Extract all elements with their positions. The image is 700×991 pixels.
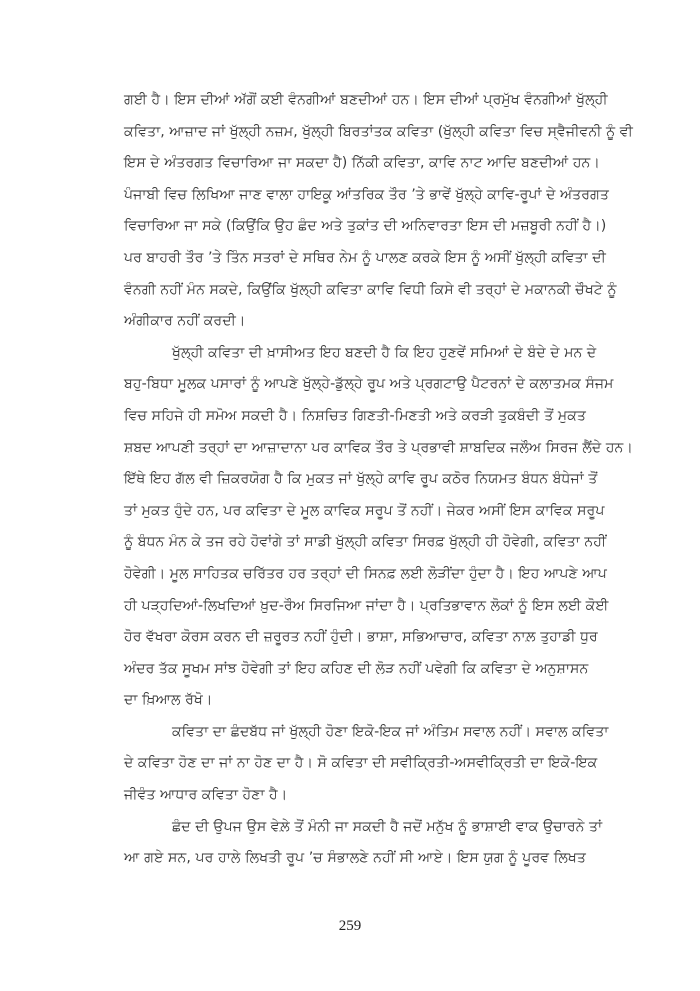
text-line: ਖੁੱਲ੍ਹੀ ਕਵਿਤਾ ਦੀ ਖ਼ਾਸੀਅਤ ਇਹ ਬਣਦੀ ਹੈ ਕਿ ਇਹ ਹੁਣਵੇਂ ਸਮਿਆਂ ਦੇ ਬੰਦੇ ਦੇ ਮਨ ਦੇ [172,344,597,361]
text-line: ਗਈ ਹੈ। ਇਸ ਦੀਆਂ ਅੱਗੋਂ ਕਈ ਵੰਨਗੀਆਂ ਬਣਦੀਆਂ ਹਨ। ਇਸ ਦੀਆਂ ਪ੍ਰਮੁੱਖ ਵੰਨਗੀਆਂ ਖੁੱਲ੍ਹੀ [124,92,608,108]
text-line: ਬਹੁ-ਬਿਧਾ ਮੂਲਕ ਪਸਾਰਾਂ ਨੂੰ ਆਪਣੇ ਖੁੱਲ੍ਹੇ-ਡੁੱਲ੍ਹੇ ਰੂਪ ਅਤੇ ਪ੍ਰਗਟਾਉ ਪੈਟਰਨਾਂ ਦੇ ਕਲਾਤਮਕ ਸੰਜਮ [124,376,614,393]
text-line: ਹੋਰ ਵੱਖਰਾ ਕੋਰਸ ਕਰਨ ਦੀ ਜ਼ਰੂਰਤ ਨਹੀਂ ਹੁੰਦੀ। ਭਾਸ਼ਾ, ਸਭਿਆਚਾਰ, ਕਵਿਤਾ ਨਾਲ਼ ਤੁਹਾਡੀ ਧੁਰ [124,629,598,646]
text-line: ਨੂੰ ਬੰਧਨ ਮੰਨ ਕੇ ਤਜ ਰਹੇ ਹੋਵਾਂਗੇ ਤਾਂ ਸਾਡੀ ਖੁੱਲ੍ਹੀ ਕਵਿਤਾ ਸਿਰਫ਼ ਖੁੱਲ੍ਹੀ ਹੀ ਹੋਵੇਗੀ, ਕਵਿਤਾ ਨਹੀਂ [124,534,607,551]
text-line: ਦਾ ਖ਼ਿਆਲ ਰੱਖੋ। [124,692,213,709]
text-line: ਅੰਗੀਕਾਰ ਨਹੀਂ ਕਰਦੀ। [124,313,246,330]
text-line: ਸ਼ਬਦ ਆਪਣੀ ਤਰ੍ਹਾਂ ਦਾ ਆਜ਼ਾਦਾਨਾ ਪਰ ਕਾਵਿਕ ਤੌਰ ਤੇ ਪ੍ਰਭਾਵੀ ਸ਼ਾਬਦਿਕ ਜਲੌਅ ਸਿਰਜ ਲੈਂਦੇ ਹਨ। [124,439,633,456]
text-line: ਵੰਨਗੀ ਨਹੀਂ ਮੰਨ ਸਕਦੇ, ਕਿਉਂਕਿ ਖੁੱਲ੍ਹੀ ਕਵਿਤਾ ਕਾਵਿ ਵਿਧੀ ਕਿਸੇ ਵੀ ਤਰ੍ਹਾਂ ਦੇ ਮਕਾਨਕੀ ਚੌਖਟੇ ਨੂੰ [124,281,617,298]
text-line: ਕਵਿਤਾ ਦਾ ਛੰਦਬੱਧ ਜਾਂ ਖੁੱਲ੍ਹੀ ਹੋਣਾ ਇਕੋ-ਇਕ ਜਾਂ ਅੰਤਿਮ ਸਵਾਲ ਨਹੀਂ। ਸਵਾਲ ਕਵਿਤਾ [172,723,609,740]
text-line: ਦੇ ਕਵਿਤਾ ਹੋਣ ਦਾ ਜਾਂ ਨਾ ਹੋਣ ਦਾ ਹੈ। ਸੋ ਕਵਿਤਾ ਦੀ ਸਵੀਕ੍ਰਿਤੀ-ਅਸਵੀਕ੍ਰਿਤੀ ਦਾ ਇਕੋ-ਇਕ [124,755,598,772]
text-line: ਪਰ ਬਾਹਰੀ ਤੌਰ ’ਤੇ ਤਿੰਨ ਸਤਰਾਂ ਦੇ ਸਥਿਰ ਨੇਮ ਨੂੰ ਪਾਲਣ ਕਰਕੇ ਇਸ ਨੂੰ ਅਸੀਂ ਖੁੱਲ੍ਹੀ ਕਵਿਤਾ ਦੀ [124,249,606,266]
text-line: ਹੀ ਪੜ੍ਹਦਿਆਂ-ਲਿਖਦਿਆਂ ਖ਼ੁਦ-ਰੌਅ ਸਿਰਜਿਆ ਜਾਂਦਾ ਹੈ। ਪ੍ਰਤਿਭਾਵਾਨ ਲੋਕਾਂ ਨੂੰ ਇਸ ਲਈ ਕੋਈ [124,597,609,614]
text-line: ਜੀਵੰਤ ਆਧਾਰ ਕਵਿਤਾ ਹੋਣਾ ਹੈ। [124,787,288,804]
text-line: ਛੰਦ ਦੀ ਉਪਜ ਉਸ ਵੇਲ਼ੇ ਤੋਂ ਮੰਨੀ ਜਾ ਸਕਦੀ ਹੈ ਜਦੋਂ ਮਨੁੱਖ ਨੂੰ ਭਾਸ਼ਾਈ ਵਾਕ ਉਚਾਰਨੇ ਤਾਂ [172,818,603,835]
text-line: ਤਾਂ ਮੁਕਤ ਹੁੰਦੇ ਹਨ, ਪਰ ਕਵਿਤਾ ਦੇ ਮੂਲ ਕਾਵਿਕ ਸਰੂਪ ਤੋਂ ਨਹੀਂ। ਜੇਕਰ ਅਸੀਂ ਇਸ ਕਾਵਿਕ ਸਰੂਪ [124,502,605,519]
page-number: 259 [338,918,362,934]
text-line: ਇੱਥੇ ਇਹ ਗੱਲ ਵੀ ਜ਼ਿਕਰਯੋਗ ਹੈ ਕਿ ਮੁਕਤ ਜਾਂ ਖੁੱਲ੍ਹੇ ਕਾਵਿ ਰੂਪ ਕਠੋਰ ਨਿਯਮਤ ਬੰਧਨ ਬੰਧੇਜਾਂ ਤੋਂ [124,471,598,488]
text-line: ਵਿਚ ਸਹਿਜੇ ਹੀ ਸਮੋਅ ਸਕਦੀ ਹੈ। ਨਿਸ਼ਚਿਤ ਗਿਣਤੀ-ਮਿਣਤੀ ਅਤੇ ਕਰੜੀ ਤੁਕਬੰਦੀ ਤੋਂ ਮੁਕਤ [124,407,586,424]
text-line: ਵਿਚਾਰਿਆ ਜਾ ਸਕੇ (ਕਿਉਂਕਿ ਉਹ ਛੰਦ ਅਤੇ ਤੁਕਾਂਤ ਦੀ ਅਨਿਵਾਰਤਾ ਇਸ ਦੀ ਮਜ਼ਬੂਰੀ ਨਹੀਂ ਹੈ।) [124,218,607,235]
text-line: ਅੰਦਰ ਤੱਕ ਸੂਖਮ ਸਾਂਝ ਹੋਵੇਗੀ ਤਾਂ ਇਹ ਕਹਿਣ ਦੀ ਲੋੜ ਨਹੀਂ ਪਵੇਗੀ ਕਿ ਕਵਿਤਾ ਦੇ ਅਨੁਸ਼ਾਸਨ [124,660,589,677]
text-line: ਕਵਿਤਾ, ਆਜ਼ਾਦ ਜਾਂ ਖੁੱਲ੍ਹੀ ਨਜ਼ਮ, ਖੁੱਲ੍ਹੀ ਬਿਰਤਾਂਤਕ ਕਵਿਤਾ (ਖੁੱਲ੍ਹੀ ਕਵਿਤਾ ਵਿਚ ਸ੍ਵੈਜੀਵਨੀ ਨੂੰ ਵੀ [124,123,633,140]
text-line: ਹੋਵੇਗੀ। ਮੂਲ ਸਾਹਿਤਕ ਚਰਿੱਤਰ ਹਰ ਤਰ੍ਹਾਂ ਦੀ ਸਿਨਫ਼ ਲਈ ਲੋੜੀਂਦਾ ਹੁੰਦਾ ਹੈ। ਇਹ ਆਪਣੇ ਆਪ [124,565,607,582]
text-line: ਇਸ ਦੇ ਅੰਤਰਗਤ ਵਿਚਾਰਿਆ ਜਾ ਸਕਦਾ ਹੈ) ਨਿੱਕੀ ਕਵਿਤਾ, ਕਾਵਿ ਨਾਟ ਆਦਿ ਬਣਦੀਆਂ ਹਨ। [124,155,600,172]
text-line: ਪੰਜਾਬੀ ਵਿਚ ਲਿਖਿਆ ਜਾਣ ਵਾਲਾ ਹਾਇਕੂ ਆਂਤਰਿਕ ਤੌਰ ’ਤੇ ਭਾਵੇਂ ਖੁੱਲ੍ਹੇ ਕਾਵਿ-ਰੂਪਾਂ ਦੇ ਅੰਤਰਗਤ [124,186,610,203]
text-line: ਆ ਗਏ ਸਨ, ਪਰ ਹਾਲੇ ਲਿਖਤੀ ਰੂਪ ’ਚ ਸੰਭਾਲਣੇ ਨਹੀਂ ਸੀ ਆਏ। ਇਸ ਯੁਗ ਨੂੰ ਪੂਰਵ ਲਿਖਤ [124,850,586,867]
body-text [124,88,633,878]
